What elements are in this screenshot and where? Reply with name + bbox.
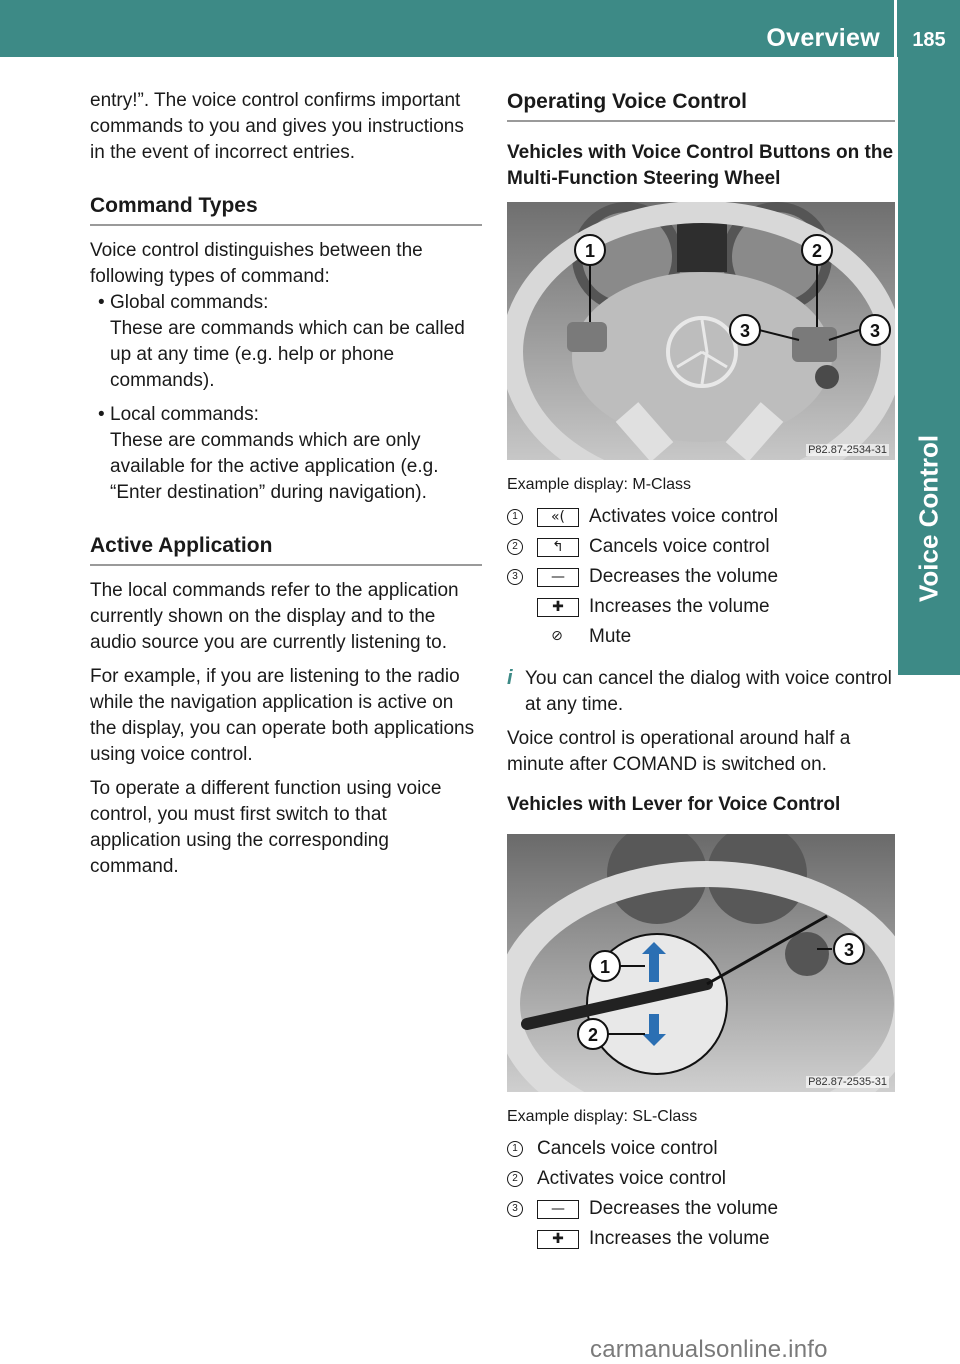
callout-number: 1 [507,1141,523,1157]
callout-number: 3 [507,1201,523,1217]
legend-text: Cancels voice control [589,536,770,557]
callout-number: 2 [507,1171,523,1187]
command-types-intro: Voice control distinguishes between the following types of command: [90,240,423,287]
callout-2 [578,1019,608,1049]
svg-text:1: 1 [599,957,611,977]
callout-1 [575,235,605,265]
plus-icon: ✚ [537,1230,579,1249]
svg-text:3: 3 [739,321,751,341]
legend-text: Decreases the volume [589,1198,779,1219]
callout-1 [590,951,620,981]
legend-row [507,562,895,592]
plus-icon: ✚ [537,598,579,617]
legend-row [507,532,895,562]
callout-3 [730,315,760,345]
callout-3 [860,315,890,345]
right-column [507,88,895,1254]
footer-watermark: carmanualsonline.info [590,1336,828,1363]
subheading-lever: Vehicles with Lever for Voice Control [507,794,841,815]
info-note [507,666,895,718]
bullet-text: These are commands which can be called up at any time (e.g. help or phone commands). [110,318,465,391]
legend-row [507,1194,895,1224]
legend-row [507,1164,895,1194]
legend-text: Decreases the volume [589,566,779,587]
callout-2 [802,235,832,265]
minus-icon: — [537,1200,579,1219]
bullet-text: These are commands which are only available for the active application (e.g. “Enter destination” during navigation). [110,430,439,503]
svg-text:2: 2 [811,241,823,261]
note-text: You can cancel the dialog with voice control at any time. [525,668,892,715]
bullet-title: Local commands: [110,404,259,425]
photo-code: P82.87-2535-31 [808,1076,887,1088]
legend-text: Increases the volume [589,596,770,617]
list-item: • Local commands: These are commands which are only available for the active application (e.g. “Enter destination” during navigation). [98,404,439,503]
left-column [90,88,482,880]
photo-caption: Example display: SL-Class [507,1108,698,1125]
intro-paragraph: entry!”. The voice control confirms important commands to you and gives you instructions in the event of incorrect entries. [90,90,464,163]
heading-operating-voice-control: Operating Voice Control [507,88,895,122]
voice-control-lever-photo [507,834,895,1092]
callout-3 [834,934,864,964]
heading-command-types: Command Types [90,192,482,226]
info-icon: i [507,667,513,689]
svg-text:3: 3 [869,321,881,341]
bullet-title: Global commands: [110,292,269,313]
legend-row [507,592,895,622]
paragraph: The local commands refer to the application currently shown on the display and to the audio source you are currently listening to. [90,580,459,653]
heading-active-application: Active Application [90,532,482,566]
chapter-tab-label: Voice Control [913,434,944,602]
page-header [0,0,960,57]
command-types-list [90,290,482,506]
photo-code: P82.87-2534-31 [808,444,887,456]
paragraph: For example, if you are listening to the radio while the navigation application is active on the display, you can operate both applications using voice control. [90,666,475,765]
paragraph: Voice control is operational around half a minute after COMAND is switched on. [507,728,851,775]
legend-lever [507,1134,895,1254]
legend-row [507,1224,895,1254]
chapter-tab [898,57,960,675]
svg-text:3: 3 [843,940,855,960]
page-number: 185 [912,29,946,51]
mute-icon: ⊘ [551,628,563,644]
legend-text: Mute [589,626,632,647]
paragraph: To operate a different function using voice control, you must first switch to that application using the corresponding command. [90,778,442,877]
subheading-steering-wheel-buttons: Vehicles with Voice Control Buttons on the Multi-Function Steering Wheel [507,142,894,189]
section-title: Overview [766,24,880,52]
svg-text:1: 1 [584,241,596,261]
legend-text: Activates voice control [589,506,779,527]
legend-buttons [507,502,895,652]
legend-row [507,622,895,652]
minus-icon: — [537,568,579,587]
legend-row [507,1134,895,1164]
voice-activate-icon: «( [537,508,579,527]
margin-blank [898,675,960,1362]
photo-caption: Example display: M-Class [507,476,692,493]
callout-number: 1 [507,509,523,525]
callout-number: 2 [507,539,523,555]
callout-number: 3 [507,569,523,585]
legend-text: Increases the volume [589,1228,770,1249]
header-divider [894,0,897,57]
legend-text: Cancels voice control [537,1138,718,1159]
legend-row [507,502,895,532]
back-arrow-icon: ↰ [537,538,579,557]
svg-text:2: 2 [587,1025,599,1045]
legend-text: Activates voice control [537,1168,727,1189]
steering-wheel-buttons-photo [507,202,895,460]
list-item: • Global commands: These are commands which can be called up at any time (e.g. help or phone commands). [98,292,465,391]
